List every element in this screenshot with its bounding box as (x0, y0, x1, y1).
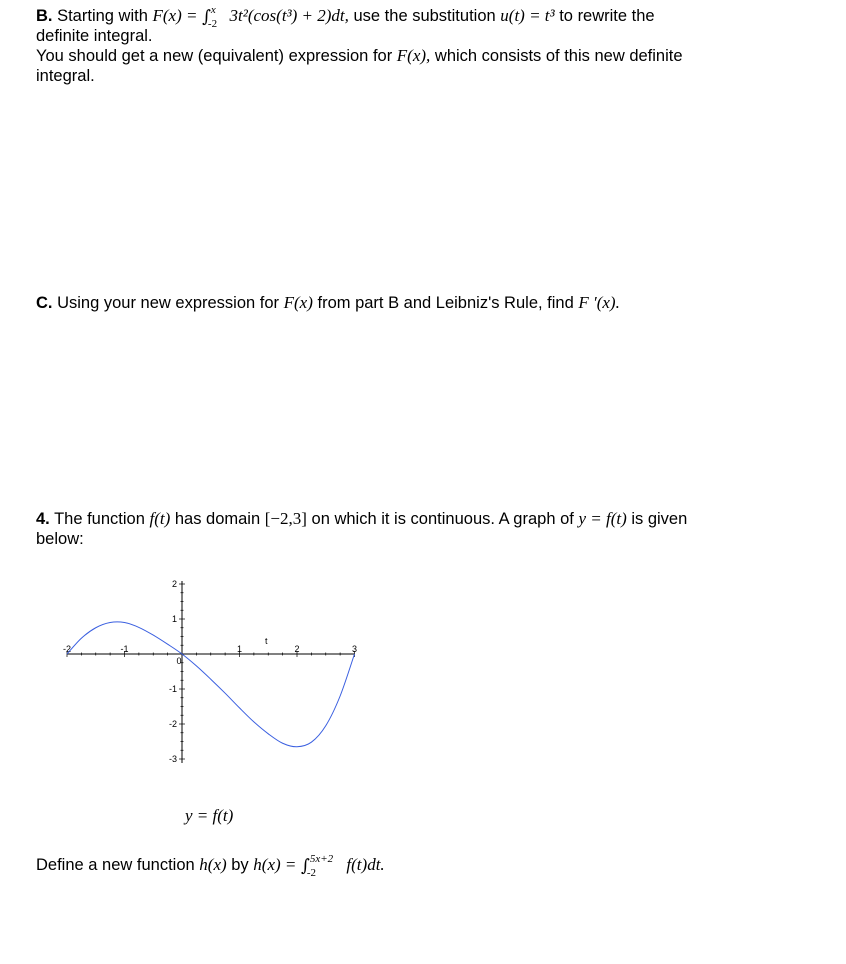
part-b-integrand: 3t²(cos(t³) + 2)dt, (229, 6, 349, 25)
part-c-text-2: from part B and Leibniz's Rule, find (317, 294, 574, 312)
q4-text-3: on which it is continuous. A graph of (311, 510, 574, 528)
part-c-label: C. (36, 294, 53, 312)
series-line-f (67, 622, 358, 747)
part-b-line-2: definite integral. (36, 27, 153, 45)
x-tick-label: -2 (62, 644, 72, 654)
part-b-text-2: use the substitution (353, 7, 496, 25)
define-integrand: f(t)dt. (346, 855, 385, 874)
define-hx-eq: h(x) = (253, 855, 297, 874)
q4-domain: [−2,3] (264, 509, 307, 528)
part-b-line-3a: You should get a new (equivalent) expression for (36, 47, 393, 65)
graph-ticks (67, 584, 358, 759)
define-text: Define a new function (36, 856, 195, 874)
integral-sign: ∫ (202, 7, 211, 27)
y-tick-label: -1 (168, 684, 177, 694)
define-h (36, 853, 826, 879)
q4-text-2: has domain (174, 510, 261, 528)
x-tick-label: 1 (236, 644, 243, 654)
integral-sign: ∫ (300, 856, 310, 876)
y-tick-label: -3 (168, 754, 177, 764)
graph-caption: y = f(t) (185, 806, 234, 825)
q4-ft: f(t) (149, 509, 171, 528)
y-tick-label: 2 (171, 579, 177, 589)
x-tick-label: 3 (351, 644, 358, 654)
y-tick-label: 1 (171, 614, 177, 624)
q4-text-4: is given (631, 510, 688, 528)
part-b-line-3-fx: F(x), (396, 46, 431, 65)
part-b-text: Starting with (57, 7, 148, 25)
q4-yeq: y = f(t) (578, 509, 627, 528)
part-c-text: Using your new expression for (57, 294, 280, 312)
q4-line-2: below: (36, 530, 84, 548)
part-c-fprime: F ′(x). (578, 293, 620, 312)
define-by: by (231, 856, 249, 874)
integral-upper-limit: x (210, 4, 216, 16)
part-b-line-3b: which consists of this new definite (434, 47, 683, 65)
define-hx: h(x) (199, 855, 227, 874)
x-axis-label: t (264, 636, 268, 646)
x-tick-label: 2 (294, 644, 300, 654)
part-b-substitution: u(t) = t³ (500, 6, 555, 25)
integral-lower-limit: -2 (306, 867, 316, 879)
x-tick-label: -1 (120, 644, 129, 654)
integral-upper-limit: 5x+2 (309, 853, 334, 865)
integral-lower-limit: -2 (207, 18, 218, 30)
y-tick-label: -2 (168, 719, 177, 729)
graph-tick-labels (63, 579, 357, 764)
q4-label: 4. (36, 510, 50, 528)
part-b-line-4: integral. (36, 67, 95, 85)
graph-axes (67, 581, 358, 763)
part-b-label: B. (36, 7, 53, 25)
part-c-fx: F(x) (283, 293, 313, 312)
part-b-fx: F(x) = (152, 6, 198, 25)
x-tick-label: 0 (176, 656, 182, 666)
part-b-text-3: to rewrite the (559, 7, 655, 25)
q4-text: The function (54, 510, 145, 528)
